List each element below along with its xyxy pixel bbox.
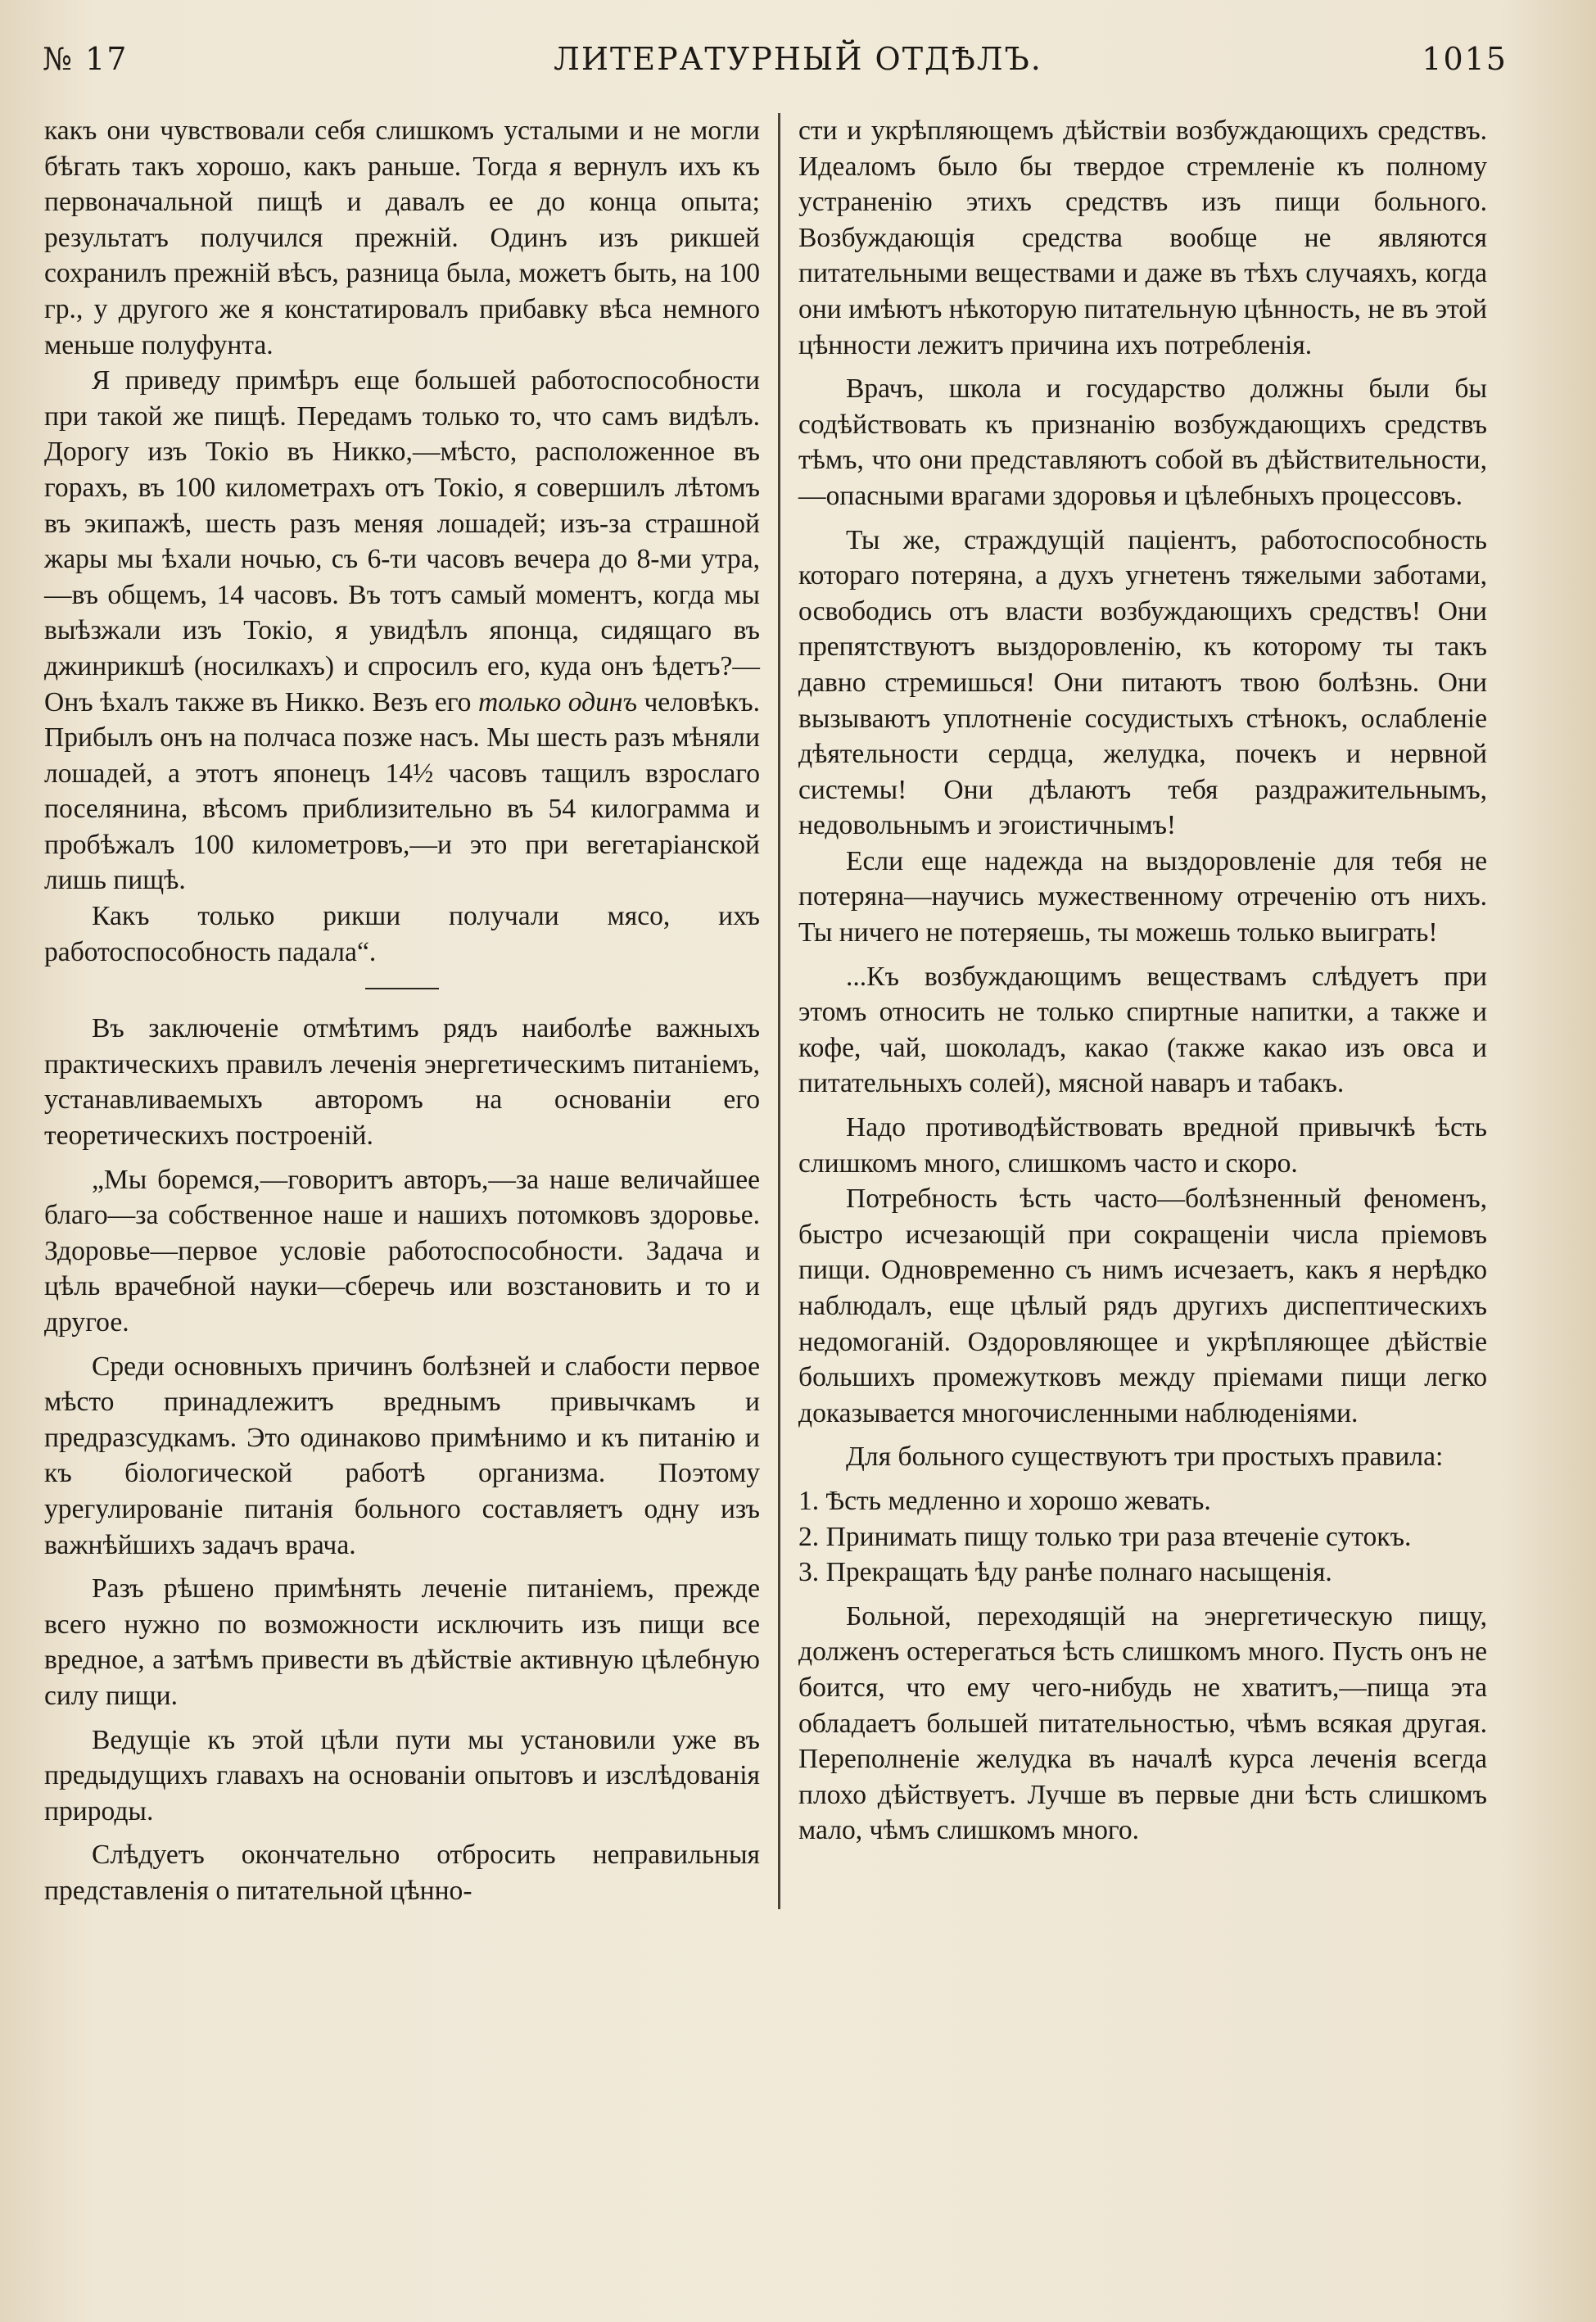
emphasized-text: только одинъ bbox=[477, 686, 638, 717]
section-separator bbox=[365, 988, 439, 989]
page-number: 1015 bbox=[1422, 41, 1508, 77]
paragraph: Въ заключеніе отмѣтимъ рядъ наиболѣе важныхъ практическихъ правилъ леченія энергетическимъ питаніемъ, устанавливаемыхъ авторомъ на основаніи его теоретическихъ построеній. bbox=[44, 1013, 760, 1152]
rule-item: 1. Ѣсть медленно и хорошо жевать. bbox=[798, 1485, 1211, 1516]
paragraph: сти и укрѣпляющемъ дѣйствіи возбуждающихъ средствъ. Идеаломъ было бы твердое стремленіе къ полному устраненію этихъ средствъ изъ пищи больного. Возбуждающія средства вообще не являются питательными веществами и даже въ тѣхъ случаяхъ, когда они имѣютъ нѣкоторую питательную цѣнность, не въ этой цѣнности лежитъ причина ихъ потребленія. bbox=[798, 115, 1487, 360]
paragraph: Слѣдуетъ окончательно отбросить неправильныя представленія о питательной цѣнно- bbox=[44, 1840, 760, 1906]
paragraph: какъ они чувствовали себя слишкомъ усталыми и не могли бѣгать такъ хорошо, какъ раньше. Тогда я вернулъ ихъ къ первоначальной пищѣ и давалъ ее до конца опыта; результатъ получился прежній. Одинъ изъ рикшей сохранилъ прежній вѣсъ, разница была, можетъ быть, на 100 гр., у другого же я констатировалъ прибавку вѣса немного меньше полуфунта. bbox=[44, 115, 760, 360]
paragraph: Ведущіе къ этой цѣли пути мы установили уже въ предыдущихъ главахъ на основаніи опытовъ и изслѣдованія природы. bbox=[44, 1724, 760, 1826]
paragraph: Надо противодѣйствовать вредной привычкѣ ѣсть слишкомъ много, слишкомъ часто и скоро. bbox=[798, 1112, 1487, 1179]
running-header bbox=[39, 33, 1557, 90]
issue-number: № 17 bbox=[43, 41, 129, 77]
paragraph: Разъ рѣшено примѣнять леченіе питаніемъ, прежде всего нужно по возможности исключить изъ пищи все вредное, а затѣмъ привести въ дѣйствіе активную цѣлебную силу пищи. bbox=[44, 1573, 760, 1711]
paragraph-text: Я приведу примѣръ еще большей работоспособности при такой же пищѣ. Передамъ только то, что самъ видѣлъ. Дорогу изъ Токіо въ Никко,—мѣсто, расположенное въ горахъ, въ 100 километрахъ отъ Токіо, я совершилъ лѣтомъ въ экипажѣ, шесть разъ меняя лошадей; изъ-за страшной жары мы ѣхали ночью, съ 6-ти часовъ вечера до 8-ми утра,—въ общемъ, 14 часовъ. Въ тотъ самый моментъ, когда мы выѣзжали изъ Токіо, я увидѣлъ японца, сидящаго въ джинрикшѣ (носилкахъ) и спросилъ его, куда онъ ѣдетъ?— Онъ ѣхалъ также въ Никко. Везъ его bbox=[44, 365, 760, 717]
paragraph-text: человѣкъ. Прибылъ онъ на полчаса позже насъ. Мы шесть разъ мѣняли лошадей, а этотъ японецъ 14½ часовъ тащилъ взрослаго поселянина, вѣсомъ приблизительно въ 54 килограмма и пробѣжалъ 100 километровъ,—и это при вегетаріанской лишь пищѣ. bbox=[44, 686, 760, 896]
paragraph: Врачъ, школа и государство должны были бы содѣйствовать къ признанію возбуждающихъ средствъ тѣмъ, что они представляютъ собой въ дѣйствительности,—опасными врагами здоровья и цѣлебныхъ процессовъ. bbox=[798, 373, 1487, 511]
rule-item: 3. Прекращать ѣду ранѣе полнаго насыщенія. bbox=[798, 1557, 1332, 1588]
text-columns bbox=[39, 113, 1557, 1909]
paragraph: Среди основныхъ причинъ болѣзней и слабости первое мѣсто принадлежитъ вреднымъ привычкамъ и предразсудкамъ. Это одинаково примѣнимо и къ питанію и къ біологической работѣ организма. Поэтому урегулированіе питанія больного составляетъ одну изъ важнѣйшихъ задачъ врача. bbox=[44, 1351, 760, 1560]
paragraph: Потребность ѣсть часто—болѣзненный феноменъ, быстро исчезающій при сокращеніи числа пріемовъ пищи. Одновременно съ нимъ исчезаетъ, какъ я нерѣдко наблюдалъ, еще цѣлый рядъ другихъ диспептическихъ недомоганій. Оздоровляющее и укрѣпляющее дѣйствіе большихъ промежутковъ между пріемами пищи легко доказывается многочисленными наблюденіями. bbox=[798, 1184, 1487, 1428]
paragraph: Какъ только рикши получали мясо, ихъ работоспособность падала“. bbox=[44, 901, 760, 967]
paragraph: Больной, переходящій на энергетическую пищу, долженъ остерегаться ѣсть слишкомъ много. Пусть онъ не боится, что ему чего-нибудь не хватитъ,—пища эта обладаетъ большей питательностью, чѣмъ всякая другая. Переполненіе желудка въ началѣ курса леченія всегда плохо дѣйствуетъ. Лучше въ первые дни ѣсть слишкомъ мало, чѣмъ слишкомъ много. bbox=[798, 1600, 1487, 1846]
section-title: ЛИТЕРАТУРНЫЙ ОТДѢЛЪ. bbox=[554, 41, 1042, 77]
paragraph bbox=[44, 363, 760, 898]
rule-item: 2. Принимать пищу только три раза втеченіе сутокъ. bbox=[798, 1521, 1412, 1552]
paragraph: Если еще надежда на выздоровленіе для тебя не потеряна—научись мужественному отреченію отъ нихъ. Ты ничего не потеряешь, ты можешь только выиграть! bbox=[798, 845, 1487, 948]
paragraph: „Мы боремся,—говоритъ авторъ,—за наше величайшее благо—за собственное наше и нашихъ потомковъ здоровье. Здоровье—первое условіе работоспособности. Задача и цѣль врачебной науки—сберечь или возстановить и то и другое. bbox=[44, 1164, 760, 1338]
left-column bbox=[39, 113, 778, 1909]
paragraph: Для больного существуютъ три простыхъ правила: bbox=[846, 1442, 1444, 1473]
right-column bbox=[778, 113, 1517, 1909]
paragraph: Ты же, страждущій паціентъ, работоспособность котораго потеряна, а духъ угнетенъ тяжелыми заботами, освободись отъ власти возбуждающихъ средствъ! Они препятствуютъ выздоровленію, къ которому ты такъ давно стремишься! Они питаютъ твою болѣзнь. Они вызываютъ уплотненіе сосудистыхъ стѣнокъ, ослабленіе дѣятельности сердца, желудка, почекъ и нервной системы! Они дѣлаютъ тебя раздражительнымъ, недовольнымъ и эгоистичнымъ! bbox=[798, 524, 1487, 841]
paragraph: ...Къ возбуждающимъ веществамъ слѣдуетъ при этомъ относить не только спиртные напитки, а также и кофе, чай, шоколадъ, какао (также какао изъ овса и питательныхъ солей), мясной наваръ и табакъ. bbox=[798, 961, 1487, 1099]
